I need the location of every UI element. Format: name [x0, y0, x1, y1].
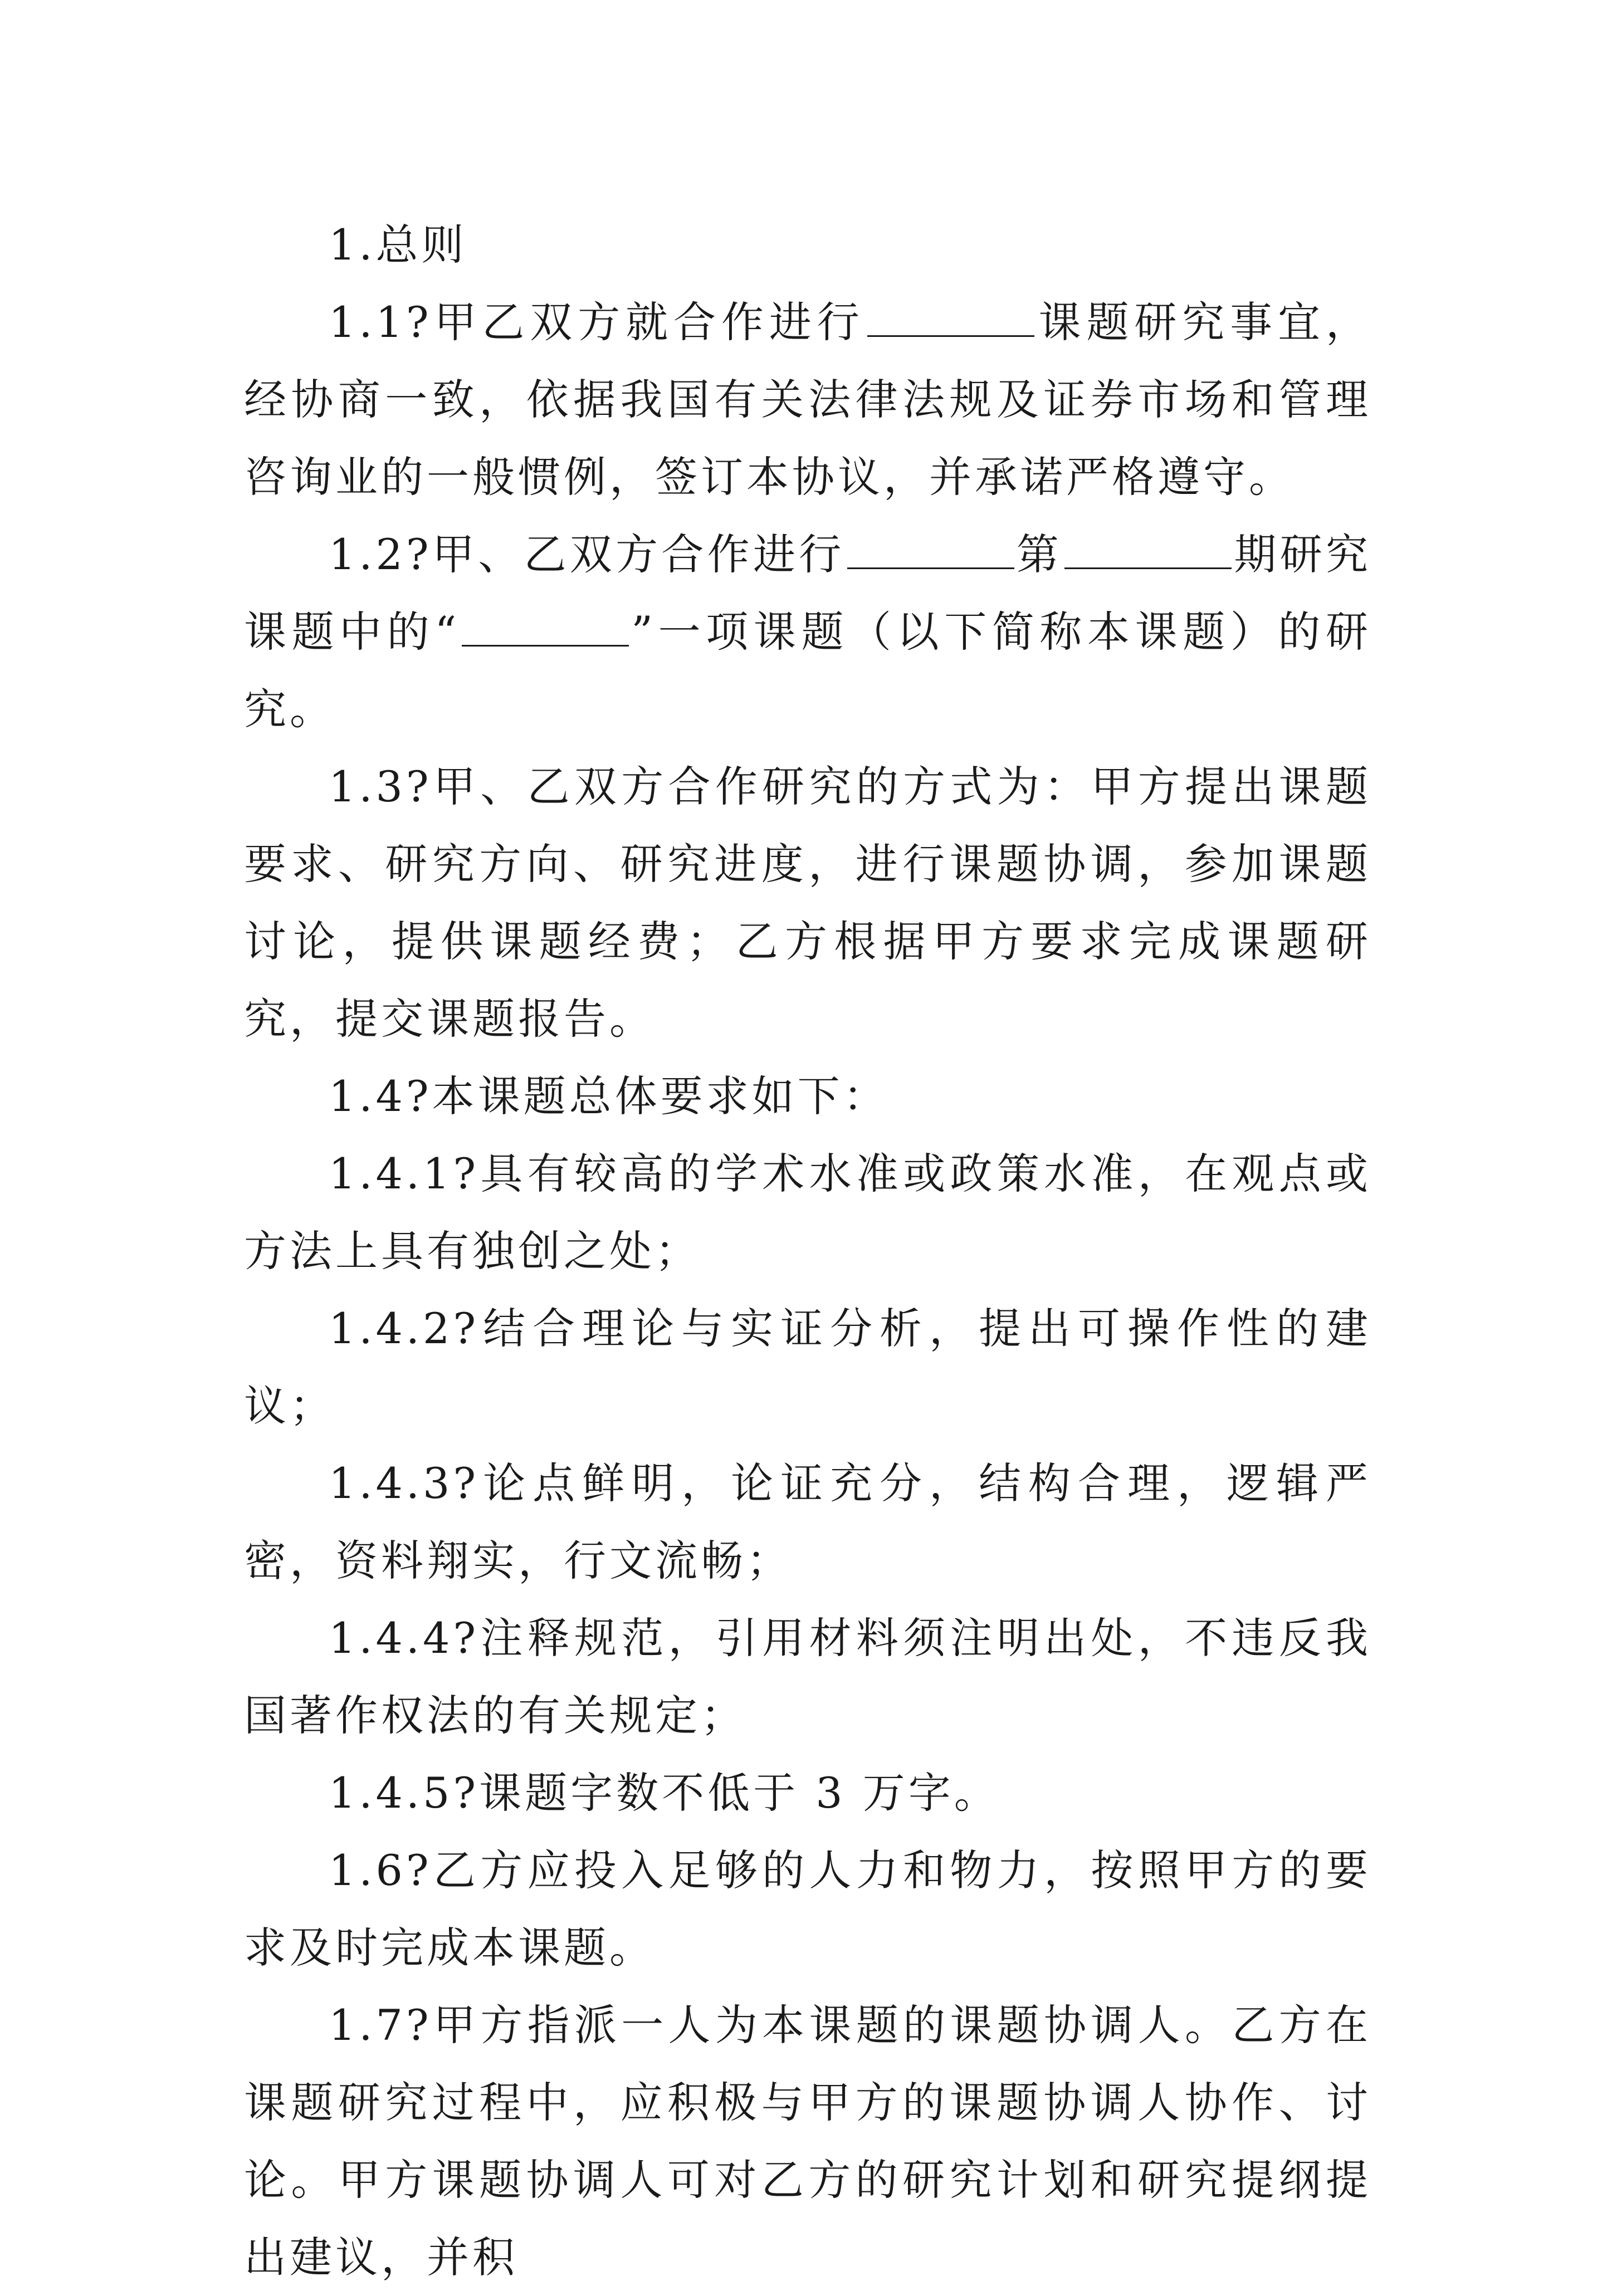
section-heading [244, 206, 1371, 283]
clause-1-2-text-b: 第 [1016, 530, 1063, 579]
clause-1-4-text: 1.4?本课题总体要求如下： [329, 1071, 889, 1121]
clause-1-7-text: 1.7?甲方指派一人为本课题的课题协调人。乙方在课题研究过程中，应积极与甲方的课题协调人协作、讨论。甲方课题协调人可对乙方的研究计划和研究提纲提出建议，并积 [244, 2000, 1371, 2282]
clause-1-4-5-text: 1.4.5?课题字数不低于 3 万字。 [329, 1768, 1000, 1818]
fill-in-blank [847, 533, 1014, 569]
clause-1-4-5 [244, 1754, 1371, 1832]
clause-1-4-1 [244, 1135, 1371, 1290]
clause-1-4-3-text: 1.4.3?论点鲜明，论证充分，结构合理，逻辑严密，资料翔实，行文流畅； [244, 1458, 1371, 1585]
clause-1-4-1-text: 1.4.1?具有较高的学术水准或政策水准，在观点或方法上具有独创之处； [244, 1149, 1371, 1276]
fill-in-blank [462, 610, 629, 647]
clause-1-6-text: 1.6?乙方应投入足够的人力和物力，按照甲方的要求及时完成本课题。 [244, 1845, 1371, 1972]
clause-1-6 [244, 1832, 1371, 1986]
clause-1-4-2 [244, 1290, 1371, 1445]
clause-1-2-text-d: ”一项课题（以下简称本课题）的研究。 [244, 607, 1371, 734]
clause-1-2-text-c: 期研究课题中的“ [244, 530, 1372, 657]
clause-1-3 [244, 748, 1371, 1058]
section-heading-text: 1.总则 [329, 220, 467, 270]
clause-1-7 [244, 1986, 1371, 2296]
clause-1-4-4-text: 1.4.4?注释规范，引用材料须注明出处，不违反我国著作权法的有关规定； [244, 1613, 1371, 1740]
clause-1-2 [244, 516, 1371, 748]
clause-1-1 [244, 283, 1371, 516]
clause-1-4-3 [244, 1445, 1371, 1599]
clause-1-2-text-a: 1.2?甲、乙双方合作进行 [329, 530, 845, 579]
clause-1-4 [244, 1058, 1371, 1135]
clause-1-1-text-a: 1.1?甲乙双方就合作进行 [329, 297, 865, 347]
fill-in-blank [867, 301, 1034, 337]
document-body [244, 206, 1371, 2296]
clause-1-4-4 [244, 1599, 1371, 1754]
clause-1-1-text-b: 课题研究事宜，经协商一致，依据我国有关法律法规及证券市场和管理咨询业的一般惯例，签订本协议，并承诺严格遵守。 [244, 297, 1371, 502]
fill-in-blank [1064, 533, 1232, 569]
clause-1-3-text: 1.3?甲、乙双方合作研究的方式为：甲方提出课题要求、研究方向、研究进度，进行课题协调，参加课题讨论，提供课题经费；乙方根据甲方要求完成课题研究，提交课题报告。 [244, 762, 1371, 1044]
clause-1-4-2-text: 1.4.2?结合理论与实证分析，提出可操作性的建议； [244, 1304, 1371, 1431]
